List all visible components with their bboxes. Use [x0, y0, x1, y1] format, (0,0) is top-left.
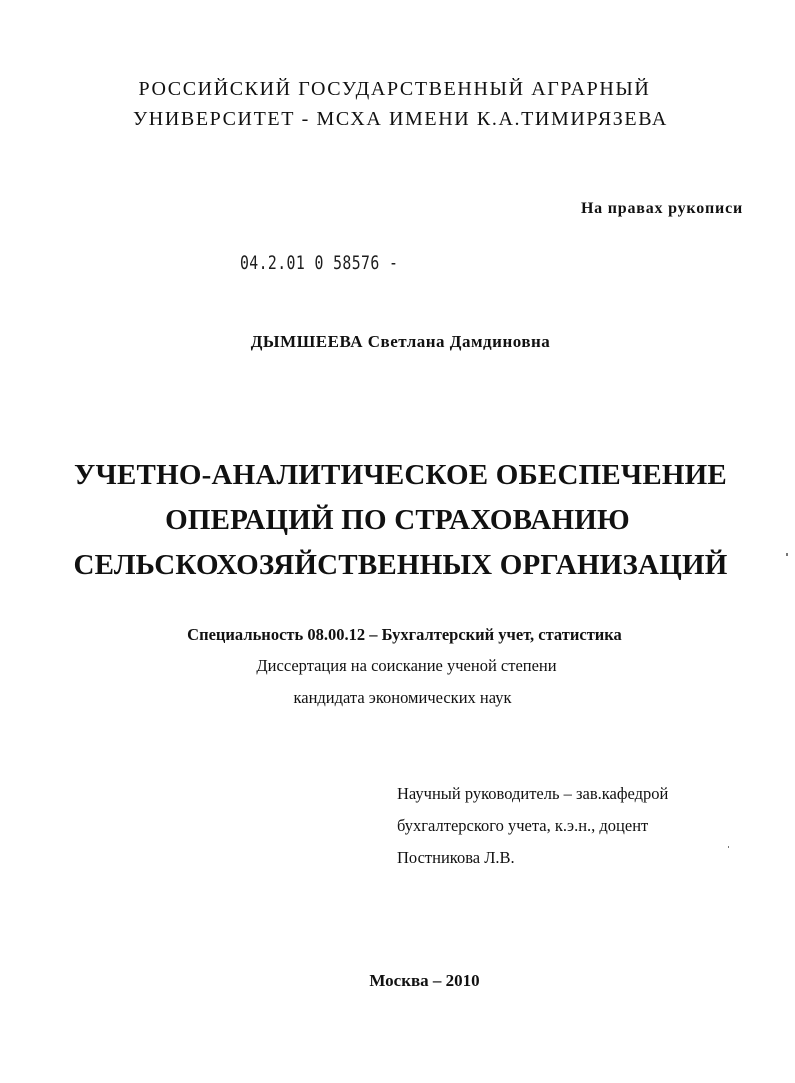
scan-speck [786, 553, 788, 556]
advisor-line-3: Постникова Л.В. [397, 848, 515, 867]
advisor-line-2: бухгалтерского учета, к.э.н., доцент [397, 816, 649, 835]
university-name-line-2: УНИВЕРСИТЕТ - МСХА ИМЕНИ К.А.ТИМИРЯЗЕВА [133, 108, 668, 130]
specialty: Специальность 08.00.12 – Бухгалтерский учет, статистика [187, 625, 622, 644]
degree-line-1: Диссертация на соискание ученой степени [256, 656, 557, 675]
author-name: ДЫМШЕЕВА Светлана Дамдиновна [250, 332, 551, 351]
advisor-line-1: Научный руководитель – зав.кафедрой [397, 784, 669, 803]
dissertation-title-line-2: ОПЕРАЦИЙ ПО СТРАХОВАНИЮ [165, 504, 630, 536]
city-year: Москва – 2010 [369, 971, 480, 990]
university-name-line-1: РОССИЙСКИЙ ГОСУДАРСТВЕННЫЙ АГРАРНЫЙ [138, 78, 651, 100]
dissertation-title-line-3: СЕЛЬСКОХОЗЯЙСТВЕННЫХ ОРГАНИЗАЦИЙ [73, 549, 728, 581]
manuscript-note: На правах рукописи [580, 200, 743, 217]
degree-line-2: кандидата экономических наук [293, 688, 512, 707]
dissertation-title-line-1: УЧЕТНО-АНАЛИТИЧЕСКОЕ ОБЕСПЕЧЕНИЕ [74, 459, 727, 491]
registration-stamp-number: 04.2.01 0 58576 - [240, 252, 399, 274]
scan-speck [728, 846, 729, 848]
